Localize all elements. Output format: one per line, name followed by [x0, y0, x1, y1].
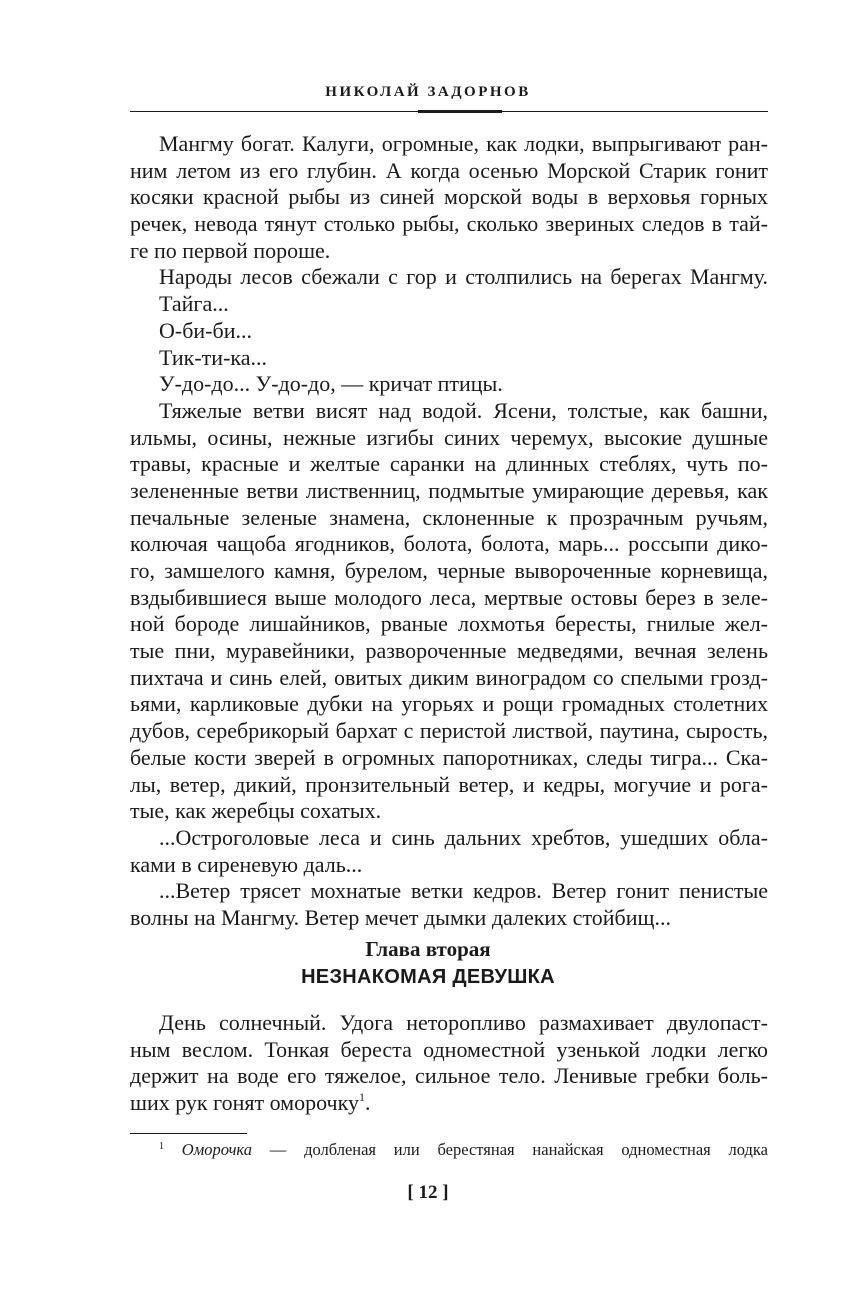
text-line: ...Остроголовые леса и синь дальних хребтов, ушедших обла-: [159, 824, 768, 850]
text-line: речек, невода тянут столько рыбы, сколько звериных следов в тай-: [130, 211, 768, 237]
text-line: Тяжелые ветви висят над водой. Ясени, толстые, как башни,: [159, 397, 768, 423]
text-line: ильмы, осины, нежные изгибы синих черемух, высокие душные: [130, 424, 768, 450]
footnote-rule: [130, 1133, 247, 1134]
text-line: колючая чащоба ягодников, болота, болота, марь... россыпи дико-: [130, 531, 768, 557]
chapter-number: Глава вторая: [365, 937, 491, 961]
text-line: О-би-би...: [159, 317, 252, 343]
text-line: волны на Мангму. Ветер мечет дымки далеких стойбищ...: [130, 904, 671, 930]
text-line: ...Ветер трясет мохнатые ветки кедров. Ветер гонит пенистые: [159, 878, 768, 904]
text-line: ьями, карликовые дубки на угорьях и рощи громадных столетних: [130, 691, 768, 717]
text-line: У-до-до... У-до-до, — кричат птицы.: [159, 371, 503, 397]
text-line: Тайга...: [159, 291, 229, 317]
text-line: зелененные ветви лиственниц, подмытые умирающие деревья, как: [130, 477, 768, 503]
text-line: ным веслом. Тонкая береста одноместной узенькой лодки легко: [130, 1036, 768, 1062]
footnote-reference[interactable]: 1: [358, 1090, 365, 1105]
running-head: НИКОЛАЙ ЗАДОРНОВ: [325, 84, 531, 100]
header-rule-ornament: [418, 110, 502, 113]
footnote-text: — долбленая или берестяная нанайская одноместная лодка: [252, 1140, 769, 1159]
text-line: дубов, серебрикорый бархат с перистой листвой, паутина, сырость,: [130, 718, 768, 744]
text-line: тые, как жеребцы сохатых.: [130, 798, 382, 824]
text-line: лы, ветер, дикий, пронзительный ветер, и кедры, могучие и рога-: [130, 771, 768, 797]
text-line-content: ших рук гонят оморочку: [130, 1090, 359, 1116]
chapter-text: [130, 1010, 768, 1117]
page-number: [ 12 ]: [407, 1182, 449, 1203]
text-line: ним летом из его глубин. А когда осенью Морской Старик гонит: [130, 157, 768, 183]
text-line: ками в сиреневую даль...: [130, 851, 363, 877]
text-line: Мангму богат. Калуги, огромные, как лодки, выпрыгивают ран-: [159, 131, 768, 156]
footnote-mark: 1: [159, 1141, 164, 1152]
text-line: День солнечный. Удога неторопливо размахивает двулопаст-: [159, 1010, 768, 1035]
text-line: травы, красные и желтые саранки на длинных стеблях, чуть по-: [130, 451, 768, 477]
text-line: вздыбившиеся выше молодого леса, мертвые остовы берез в зеле-: [130, 584, 768, 610]
text-line: пихтача и синь елей, овитых диким виноградом со спелыми грозд-: [130, 664, 768, 690]
text-line: держит на воде его тяжелое, сильное тело. Ленивые гребки боль-: [130, 1063, 768, 1089]
text-line: ге по первой пороше.: [130, 237, 331, 263]
footnote-term: Оморочка: [181, 1140, 252, 1159]
text-line-last: ших рук гонят оморочку$^1$.: [130, 1090, 371, 1116]
footnote: [130, 1140, 768, 1160]
text-line: косяки красной рыбы из синей морской воды в верховья горных: [130, 184, 768, 210]
text-line: ной бороде лишайников, рваные лохмотья бересты, гнилые жел-: [130, 611, 768, 637]
text-line: Тик-ти-ка...: [159, 344, 268, 370]
text-line: тые пни, муравейники, развороченные медведями, вечная зелень: [130, 638, 768, 664]
text-line: белые кости зверей в огромных папоротниках, следы тигра... Ска-: [130, 744, 768, 770]
text-line: Народы лесов сбежали с гор и столпились на берегах Мангму.: [159, 264, 768, 290]
text-line: печальные зеленые знамена, склоненные к прозрачным ручьям,: [130, 504, 768, 530]
chapter-title: НЕЗНАКОМАЯ ДЕВУШКА: [301, 966, 555, 988]
text-line: го, замшелого камня, бурелом, черные вывороченные корневища,: [130, 558, 768, 583]
body-text: [130, 131, 768, 932]
